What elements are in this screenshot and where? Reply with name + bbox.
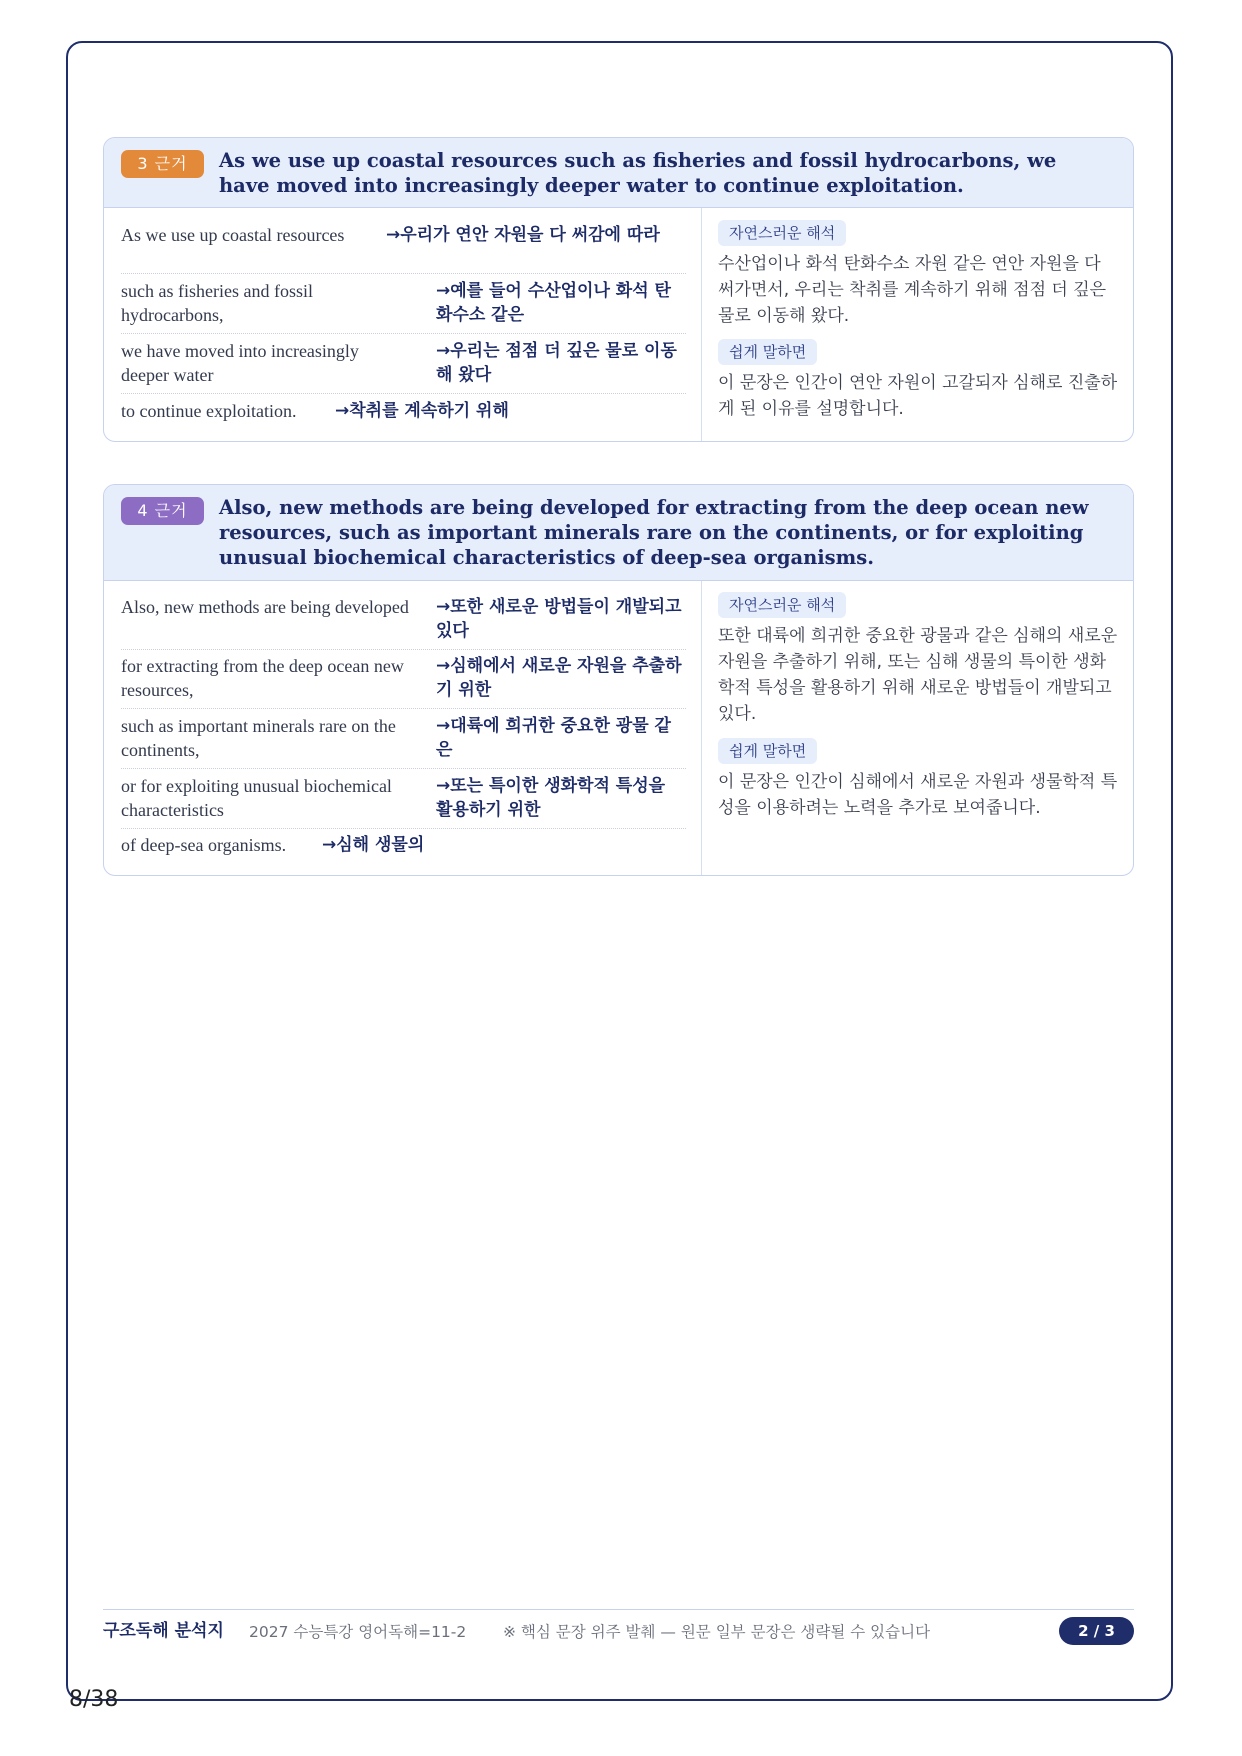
chunk-korean: →또한 새로운 방법들이 개발되고 있다 [436, 597, 682, 641]
chunk-row [121, 714, 686, 769]
chunk-row [121, 279, 686, 334]
chunk-korean: →또는 특이한 생화학적 특성을 활용하기 위한 [436, 776, 666, 820]
chunk-korean: →대륙에 희귀한 중요한 광물 같은 [436, 716, 671, 760]
natural-translation-text: 또한 대륙에 희귀한 중요한 광물과 같은 심해의 새로운 자원을 추출하기 위해, 또는 심해 생물의 특이한 생화학적 특성을 활용하기 위해 새로운 방법들이 개발되고 있다. [718, 626, 1118, 724]
simple-explanation-text: 이 문장은 인간이 심해에서 새로운 자원과 생물학적 특성을 이용하려는 노력을 추가로 보여줍니다. [718, 772, 1118, 818]
page-indicator: 2 / 3 [1059, 1617, 1134, 1645]
card-header [104, 138, 1133, 208]
footer-divider [103, 1609, 1134, 1610]
chunk-row [121, 774, 686, 829]
natural-translation-label: 자연스러운 해석 [718, 592, 846, 618]
card-badge: 4 근거 [121, 497, 204, 525]
card-body [104, 581, 1133, 875]
chunk-english: such as fisheries and fossil hydrocarbons, [121, 281, 313, 325]
footer-subtitle: 2027 수능특강 영어독해=11-2 [249, 1623, 467, 1641]
chunk-korean: →예를 들어 수산업이나 화석 탄화수소 같은 [436, 281, 671, 325]
chunk-english: to continue exploitation. [121, 401, 297, 421]
card-badge: 3 근거 [121, 150, 204, 178]
column-divider [701, 208, 702, 441]
analysis-card-3 [103, 137, 1134, 442]
simple-explanation-label: 쉽게 말하면 [718, 738, 817, 764]
simple-explanation-label: 쉽게 말하면 [718, 339, 817, 365]
natural-translation-label: 자연스러운 해석 [718, 220, 846, 246]
card-body [104, 208, 1133, 441]
chunk-korean: →우리가 연안 자원을 다 써감에 따라 [386, 225, 660, 245]
chunk-english: we have moved into increasingly deeper water [121, 341, 359, 385]
natural-translation-text: 수산업이나 화석 탄화수소 자원 같은 연안 자원을 다 써가면서, 우리는 착취를 계속하기 위해 점점 더 깊은 물로 이동해 왔다. [718, 254, 1107, 326]
card-sentence: As we use up coastal resources such as fisheries and fossil hydrocarbons, we have moved into increasingly deeper water to continue exploitation. [219, 149, 1057, 197]
card-header [104, 485, 1133, 581]
chunk-row [121, 654, 686, 709]
simple-explanation-text: 이 문장은 인간이 연안 자원이 고갈되자 심해로 진출하게 된 이유를 설명합니다. [718, 373, 1118, 419]
analysis-card-4 [103, 484, 1134, 876]
chunk-korean: →심해에서 새로운 자원을 추출하기 위한 [436, 656, 682, 700]
chunk-english: of deep-sea organisms. [121, 835, 287, 855]
footer-note: ※ 핵심 문장 위주 발췌 — 원문 일부 문장은 생략될 수 있습니다 [503, 1623, 931, 1641]
chunk-english: Also, new methods are being developed [121, 597, 409, 617]
chunk-korean: →우리는 점점 더 깊은 물로 이동해 왔다 [436, 341, 677, 385]
chunk-english: or for exploiting unusual biochemical characteristics [121, 776, 392, 820]
chunk-korean: →심해 생물의 [322, 835, 425, 855]
chunk-row [121, 399, 686, 427]
chunk-korean: →착취를 계속하기 위해 [335, 401, 509, 421]
chunk-row [121, 339, 686, 394]
chunk-row [121, 223, 686, 274]
card-sentence: Also, new methods are being developed for extracting from the deep ocean new resources, such as important minerals rare on the continents, or for exploiting unusual biochemical characteristics of deep-sea organisms. [219, 496, 1089, 569]
chunk-row [121, 833, 686, 861]
footer-title: 구조독해 분석지 [103, 1621, 224, 1641]
chunk-row [121, 595, 686, 650]
column-divider [701, 581, 702, 875]
document-page-count: 8/38 [69, 1687, 119, 1712]
chunk-english: for extracting from the deep ocean new resources, [121, 656, 404, 700]
chunk-english: such as important minerals rare on the continents, [121, 716, 396, 760]
chunk-english: As we use up coastal resources [121, 225, 345, 245]
